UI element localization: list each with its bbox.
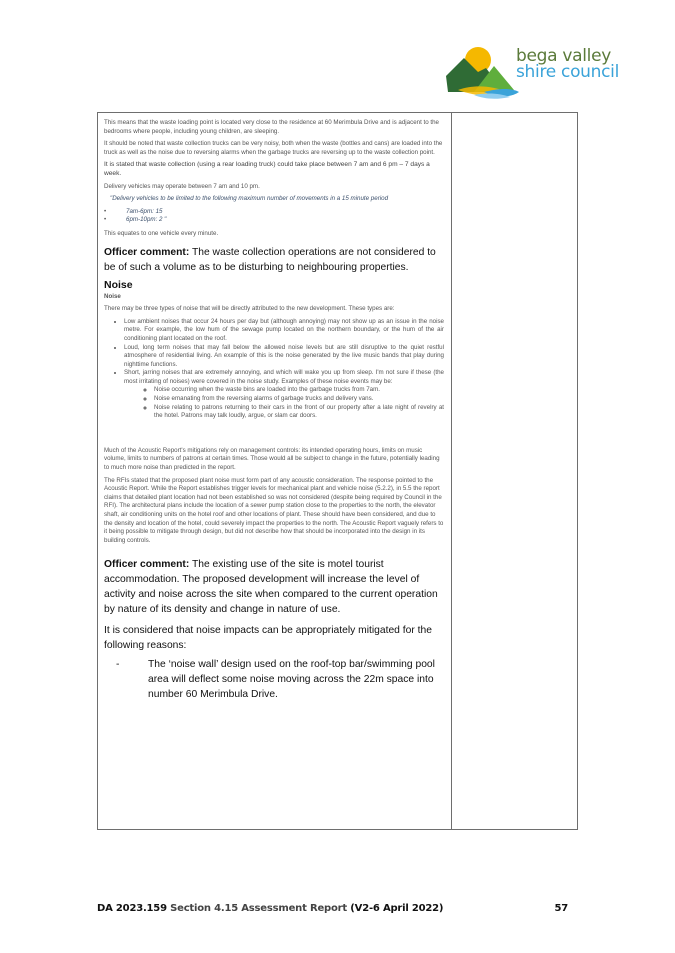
footer-title: Section 4.15 Assessment Report <box>166 903 351 914</box>
excerpt-paragraph: This means that the waste loading point is located very close to the residence at 60 Merimbula Drive and is adjacent to the bedrooms where people, including young children, are sleeping. <box>104 119 439 135</box>
quote-item: • 7am-6pm: 15 <box>104 207 163 215</box>
excerpt-paragraph: There may be three types of noise that will be directly attributed to the new development. These types are: <box>104 305 395 313</box>
column-divider <box>451 113 452 829</box>
noise-event-list <box>124 386 444 420</box>
noise-event-item: ◦ Noise emanating from the reversing alarms of garbage trucks and delivery vans. <box>154 395 444 404</box>
excerpt-quote: "Delivery vehicles to be limited to the following maximum number of movements in a 15 minute period <box>110 195 389 203</box>
footer-version: (V2-6 April 2022) <box>350 903 444 914</box>
officer-comment-label: Officer comment: <box>104 559 190 571</box>
noise-event-item: ◦ Noise occurring when the waste bins are loaded into the garbage trucks from 7am. <box>154 386 444 395</box>
excerpt-paragraph: Much of the Acoustic Report's mitigations rely on management controls: its intended operating hours, limits on music volume, limits to numbers of patrons at certain times. Those would all be subject to change in the future, potentially leading to much more noise than predicted in the report. <box>104 446 440 472</box>
noise-type-item: • Loud, long term noises that may fall below the allowed noise levels but are still disruptive to the quiet restful atmosphere of residential living. An example of this is the noise generated by the live music bands that play during nighttime functions. <box>124 344 444 370</box>
mitigation-intro: It is considered that noise impacts can be appropriately mitigated for the following reasons: <box>104 625 432 652</box>
officer-comment-waste: Officer comment: The waste collection operations are not considered to be of such a volume as to be disturbing to neighbouring properties. <box>104 246 436 273</box>
noise-type-item: • Short, jarring noises that are extremely annoying, and which will wake you up from sleep. I'm not sure if these (the most irritating of noises) were covered in the noise study. Examples of these noise events may be: ◦ Noise occurring when the waste bins are loaded into the garbage trucks from 7am. ◦ Noise emanating from the reversing alarms of garbage trucks and delivery vans. ◦ Noise relating to patrons returning to their cars in the front of our property after a late night of revelry at the hotel. Patrons may talk loudly, argue, or slam car doors. <box>124 369 444 421</box>
noise-type-list <box>104 318 444 421</box>
quote-item: • 6pm-10pm: 2 " <box>104 216 167 224</box>
excerpt-acoustic <box>104 447 444 546</box>
logo-text-line1: bega valley <box>516 46 612 66</box>
officer-comment-label: Officer comment: <box>104 246 190 258</box>
excerpt-noise <box>104 293 444 421</box>
page-number: 57 <box>554 903 568 914</box>
excerpt-paragraph: Delivery vehicles may operate between 7 am and 10 pm. <box>104 182 260 190</box>
dash-marker: - <box>116 659 120 671</box>
section-heading-noise: Noise <box>104 278 133 291</box>
page-footer <box>97 903 578 914</box>
council-logo <box>444 40 644 100</box>
officer-comment-noise: Officer comment: The existing use of the site is motel tourist accommodation. The proposed development will increase the level of activity and noise across the site when compared to the current operation by nature of its density and change in nature of use. <box>104 559 438 616</box>
mitigation-item <box>104 657 444 702</box>
excerpt-paragraph: The RFIs stated that the proposed plant noise must form part of any acoustic consideration. The response pointed to the Acoustic Report. While the Report establishes trigger levels for mechanical plant and vehicle noise (5.2.2), in 5.5 the report claims that detailed plant location had not been established so was not considered (despite being required by Council in the RFI). The architectural plans include the location of a sewer pump station close to the properties to the north, the elevator shaft, air conditioning units on the hotel roof and other locations of plant. These should have been considered, and due to the density and location of the hotel, could severely impact the properties to the north. The Acoustic Report vaguely refers to it being possible to mitigate through design, but did not describe how that should be incorporated into the design in its building controls. <box>104 476 444 544</box>
excerpt-paragraph: It is stated that waste collection (using a rear loading truck) could take place between 7 am and 6 pm – 7 days a week. <box>104 161 430 177</box>
footer-doc-id: DA 2023.159 <box>97 903 167 914</box>
excerpt-paragraph: It should be noted that waste collection trucks can be very noisy, both when the waste (bottles and cans) are loaded into the truck as well as the noise due to reversing alarms when the garbage trucks are reversing up to the waste collection point. <box>104 140 443 156</box>
excerpt-heading: Noise <box>104 292 121 300</box>
noise-type-item: • Low ambient noises that occur 24 hours per day but (although annoying) may not show up as an issue in the noise metre. For example, the low hum of the sewage pump located on the northern boundary, or the hum of the air conditioning plant located on the roof. <box>124 318 444 344</box>
excerpt-waste <box>104 113 444 239</box>
mitigation-item-text: The ‘noise wall’ design used on the roof-top bar/swimming pool area will deflect some noise moving across the 22m space into number 60 Merimbula Drive. <box>148 659 435 701</box>
left-cell <box>104 113 444 702</box>
logo-text-line2: shire council <box>516 62 620 82</box>
assessment-table <box>97 112 578 830</box>
logo-landscape-icon <box>444 40 519 100</box>
excerpt-paragraph: This equates to one vehicle every minute. <box>104 229 219 237</box>
noise-event-item: ◦ Noise relating to patrons returning to their cars in the front of our property after a late night of revelry at the hotel. Patrons may talk loudly, argue, or slam car doors. <box>154 404 444 421</box>
